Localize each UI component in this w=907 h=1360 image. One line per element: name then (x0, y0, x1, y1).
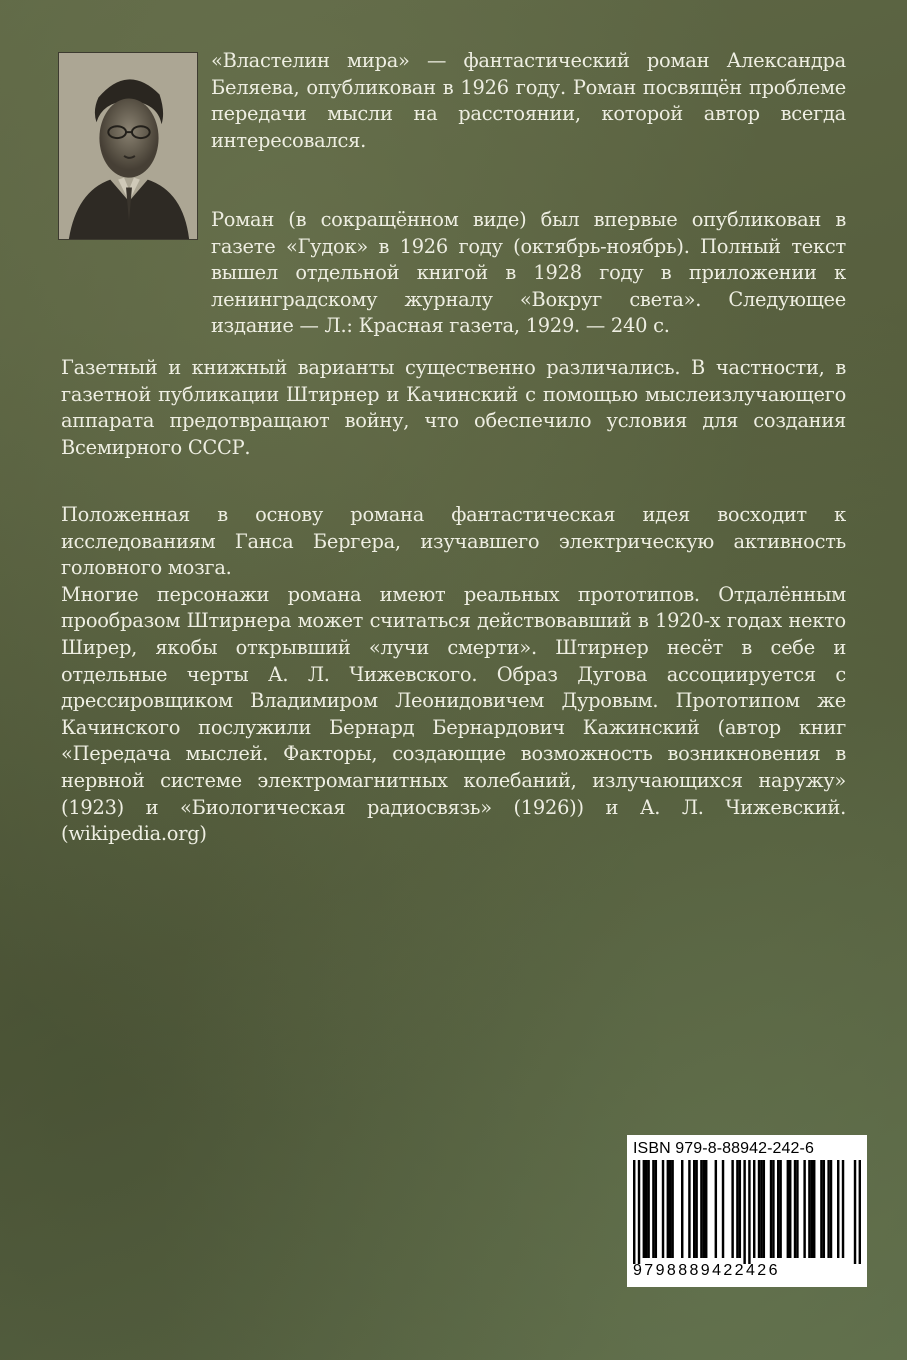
author-portrait (58, 52, 198, 240)
barcode-bar (633, 1160, 635, 1264)
paragraph-text: Газетный и книжный варианты существенно различались. В частности, в газетной публикации Штирнер и Качинский с помощью мыслеизлучающего аппарата предотвращают войну, что обеспечило условия для создания Всемирного СССР. (61, 356, 846, 459)
barcode-bar (837, 1160, 839, 1258)
barcode-bar (859, 1160, 861, 1264)
barcode-bar (662, 1160, 664, 1258)
barcode-bar (667, 1160, 669, 1258)
description-paragraph-2 (211, 207, 846, 340)
barcode-bar (688, 1160, 690, 1258)
author-portrait-photo-icon (59, 53, 197, 239)
barcode-bar (777, 1160, 779, 1258)
ean13-barcode-icon (633, 1160, 861, 1264)
description-paragraph-4 (61, 502, 846, 848)
barcode-bar (813, 1160, 815, 1258)
barcode-bar (703, 1160, 705, 1258)
barcode-bar (705, 1160, 707, 1258)
barcode-bar (808, 1160, 810, 1258)
barcode-bar (736, 1160, 738, 1258)
barcode-bar (854, 1160, 856, 1264)
barcode-bar (681, 1160, 683, 1258)
barcode-bar (748, 1160, 750, 1264)
barcode-bar (823, 1160, 825, 1258)
barcode-bar (779, 1160, 781, 1258)
barcode-bar (715, 1160, 717, 1258)
barcode-bar (787, 1160, 789, 1258)
barcode-bar (700, 1160, 702, 1258)
barcode-bar (693, 1160, 695, 1258)
barcode-bar (772, 1160, 774, 1258)
barcode-bar (652, 1160, 654, 1258)
barcode-bar (789, 1160, 791, 1258)
barcode-bar (722, 1160, 724, 1258)
barcode-bar (647, 1160, 649, 1258)
barcode-bar (758, 1160, 760, 1258)
barcode-bar (731, 1160, 733, 1258)
isbn-label: ISBN 979-8-88942-242-6 (633, 1140, 814, 1157)
barcode-bar (763, 1160, 765, 1258)
barcode-bar (794, 1160, 796, 1258)
barcode-bar (796, 1160, 798, 1258)
barcode-bar (830, 1160, 832, 1258)
description-paragraph-3 (61, 355, 846, 461)
isbn-barcode (627, 1135, 867, 1287)
barcode-bar (655, 1160, 657, 1258)
ean-digits: 9798889422426 (633, 1262, 780, 1279)
barcode-bar (645, 1160, 647, 1258)
barcode-bar (739, 1160, 741, 1258)
barcode-bar (638, 1160, 640, 1264)
barcode-bar (770, 1160, 772, 1258)
barcode-bar (753, 1160, 755, 1258)
paragraph-text: «Властелин мира» — фантастический роман Александра Беляева, опубликован в 1926 году. Роман посвящён проблеме передачи мысли на расстоянии, которой автор всегда интересовался. (211, 49, 846, 152)
barcode-bar (811, 1160, 813, 1258)
paragraph-text: Положенная в основу романа фантастическая идея восходит к исследованиям Ганса Бергера, изучавшего электрическую активность головного мозга. (61, 503, 846, 580)
barcode-bar (743, 1160, 745, 1264)
barcode-bar (760, 1160, 762, 1258)
paragraph-text: Многие персонажи романа имеют реальных прототипов. Отдалённым прообразом Штирнера может считаться действовавший в 1920-х годах некто Ширер, якобы открывший «лучи смерти». Штирнер несёт в себе и отдельные черты А. Л. Чижевского. Образ Дугова ассоциируется с дрессировщиком Владимиром Леонидовичем Дуровым. Прототипом же Качинского послужили Бернард Бернардович Кажинский (автор книг «Передача мыслей. Факторы, создающие возможность возникновения в нервной системе электромагнитных колебаний, излучающихся наружу» (1923) и «Биологическая радиосвязь» (1926)) и А. Л. Чижевский. (wikipedia.org) (61, 582, 846, 846)
barcode-bar (842, 1160, 844, 1258)
description-paragraph-1 (211, 48, 846, 154)
barcode-bar (671, 1160, 673, 1258)
barcode-bar (643, 1160, 645, 1258)
barcode-bar (669, 1160, 671, 1258)
barcode-bar (820, 1160, 822, 1258)
barcode-bar (695, 1160, 697, 1258)
barcode-bar (827, 1160, 829, 1258)
paragraph-text: Роман (в сокращённом виде) был впервые опубликован в газете «Гудок» в 1926 году (октябрь-ноябрь). Полный текст вышел отдельной книгой в 1928 году в приложении к ленинградскому журналу «Вокруг света». Следующее издание — Л.: Красная газета, 1929. — 240 с. (211, 208, 846, 338)
barcode-bar (803, 1160, 805, 1258)
